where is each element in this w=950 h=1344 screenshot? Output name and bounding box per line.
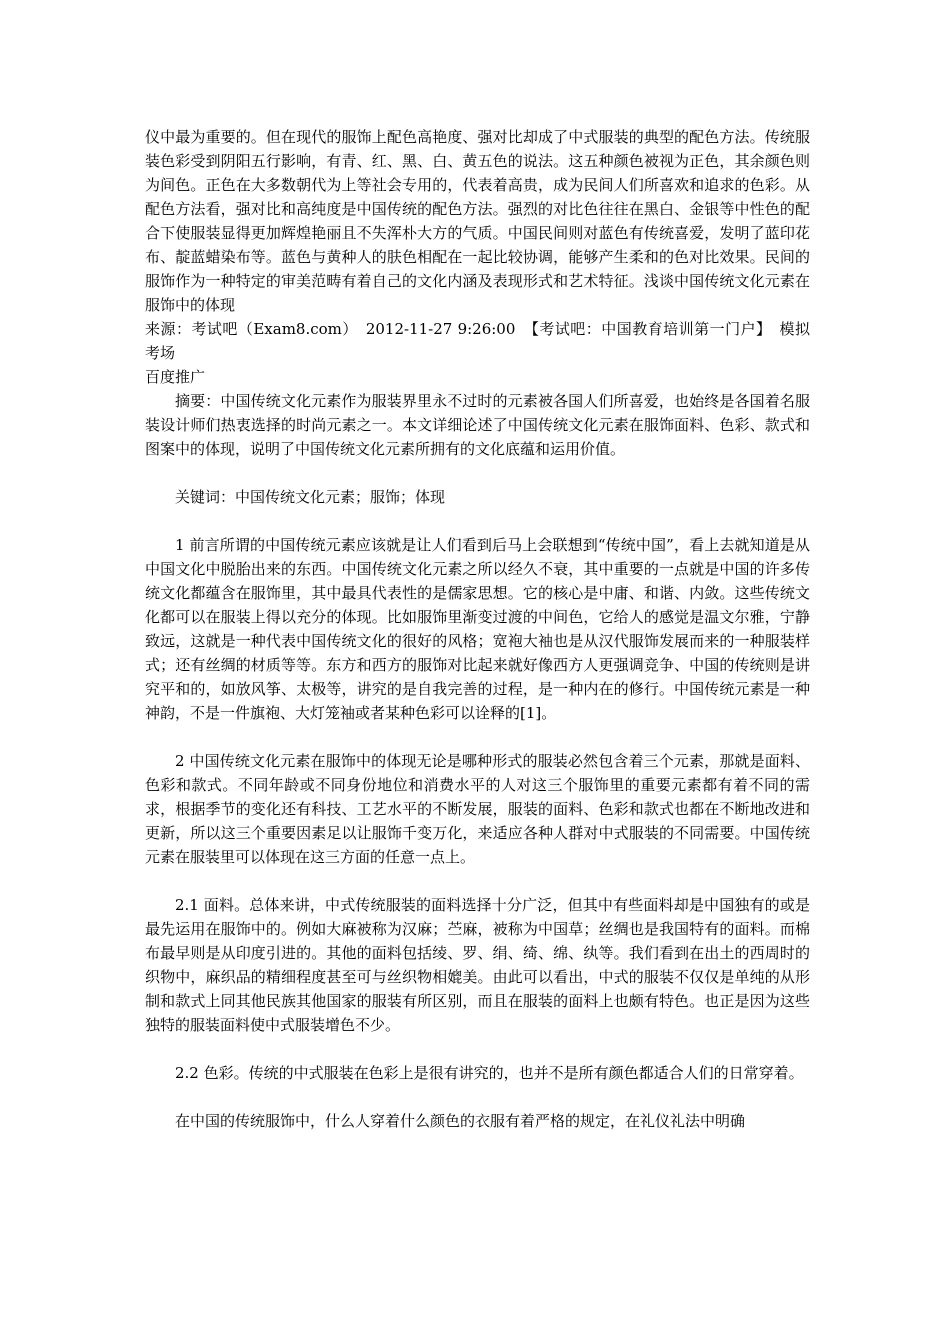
paragraph-spacer	[145, 1037, 810, 1061]
section-1-paragraph: 1 前言所谓的中国传统元素应该就是让人们看到后马上会联想到“传统中国”，看上去就知道是从中国文化中脱胎出来的东西。中国传统文化元素之所以经久不衰，其中重要的一点就是中国的许多传统文化都蕴含在服饰里，其中最具代表性的是儒家思想。它的核心是中庸、和谐、内敛。这些传统文化都可以在服装上得以充分的体现。比如服饰里渐变过渡的中间色，它给人的感觉是温文尔雅，宁静致远，这就是一种代表中国传统文化的很好的风格；宽袍大袖也是从汉代服饰发展而来的一种服装样式；还有丝绸的材质等等。东方和西方的服饰对比起来就好像西方人更强调竞争、中国的传统则是讲究平和的，如放风筝、太极等，讲究的是自我完善的过程，是一种内在的修行。中国传统元素是一种神韵，不是一件旗袍、大灯笼袖或者某种色彩可以诠释的[1]。	[145, 536, 810, 722]
document-body	[145, 125, 810, 1133]
source-line: 来源：考试吧（Exam8.com） 2012-11-27 9:26:00 【考试吧：中国教育培训第一门户】 模拟考场	[145, 320, 810, 362]
paragraph-spacer	[145, 509, 810, 533]
paragraph-spacer	[145, 1085, 810, 1109]
intro-paragraph: 仪中最为重要的。但在现代的服饰上配色高艳度、强对比却成了中式服装的典型的配色方法。传统服装色彩受到阴阳五行影响，有青、红、黑、白、黄五色的说法。这五种颜色被视为正色，其余颜色则为间色。正色在大多数朝代为上等社会专用的，代表着高贵，成为民间人们所喜欢和追求的色彩。从配色方法看，强对比和高纯度是中国传统的配色方法。强烈的对比色往往在黑白、金银等中性色的配合下使服装显得更加辉煌艳丽且不失浑朴大方的气质。中国民间则对蓝色有传统喜爱，发明了蓝印花布、靛蓝蜡染布等。蓝色与黄种人的肤色相配在一起比较协调，能够产生柔和的色对比效果。民间的服饰作为一种特定的审美范畴有着自己的文化内涵及表现形式和艺术特征。浅谈中国传统文化元素在服饰中的体现	[145, 128, 810, 314]
paragraph-spacer	[145, 869, 810, 893]
paragraph-spacer	[145, 461, 810, 485]
ad-label[interactable]: 百度推广	[145, 368, 206, 386]
closing-paragraph: 在中国的传统服饰中，什么人穿着什么颜色的衣服有着严格的规定，在礼仪礼法中明确	[175, 1112, 746, 1130]
paragraph-spacer	[145, 725, 810, 749]
keywords-paragraph: 关键词：中国传统文化元素；服饰；体现	[175, 488, 446, 506]
section-2-2-paragraph: 2.2 色彩。传统的中式服装在色彩上是很有讲究的，也并不是所有颜色都适合人们的日常穿着。	[175, 1064, 804, 1082]
abstract-paragraph: 摘要：中国传统文化元素作为服装界里永不过时的元素被各国人们所喜爱，也始终是各国着名服装设计师们热衷选择的时尚元素之一。本文详细论述了中国传统文化元素在服饰面料、色彩、款式和图案中的体现，说明了中国传统文化元素所拥有的文化底蕴和运用价值。	[145, 392, 810, 458]
section-2-1-paragraph: 2.1 面料。总体来讲，中式传统服装的面料选择十分广泛，但其中有些面料却是中国独有的或是最先运用在服饰中的。例如大麻被称为汉麻；苎麻，被称为中国草；丝绸也是我国特有的面料。而棉布最早则是从印度引进的。其他的面料包括绫、罗、绢、绮、绵、纨等。我们看到在出土的西周时的织物中，麻织品的精细程度甚至可与丝织物相媲美。由此可以看出，中式的服装不仅仅是单纯的从形制和款式上同其他民族其他国家的服装有所区别，而且在服装的面料上也颇有特色。也正是因为这些独特的服装面料使中式服装增色不少。	[145, 896, 810, 1034]
section-2-paragraph: 2 中国传统文化元素在服饰中的体现无论是哪种形式的服装必然包含着三个元素，那就是面料、色彩和款式。不同年龄或不同身份地位和消费水平的人对这三个服饰里的重要元素都有着不同的需求，根据季节的变化还有科技、工艺水平的不断发展，服装的面料、色彩和款式也都在不断地改进和更新，所以这三个重要因素足以让服饰千变万化，来适应各种人群对中式服装的不同需要。中国传统元素在服装里可以体现在这三方面的任意一点上。	[145, 752, 810, 866]
